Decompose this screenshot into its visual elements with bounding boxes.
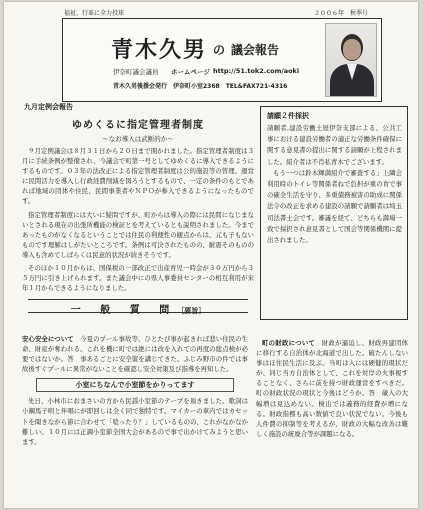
portrait-photo — [325, 23, 377, 97]
portrait-face — [343, 39, 361, 60]
masthead-name: 青木久男 — [111, 37, 208, 63]
article-headline: ゆめくるに指定管理者制度 — [72, 120, 204, 131]
column-box-text: 先日、小林市におまさいの方から民謡小室節のテープを頂きました。歌詞は小鋼馬子唄と伴唱にが即回しは全く同で独特です。マイカーの車内ではカセットを聞きながら節に合わせて「唸ったり？」しているものの、これがなかなか難しい。１０月には正調小室節全国大会があるので事で出かけてみようと思います。 — [22, 397, 248, 446]
masthead — [62, 18, 382, 102]
article-paragraph: 指定管理者制度には大いに疑問ですが、町からは導入の際には民間になじまないとされる現在の出張所機能の検証とを考えているとも説明されました。今まであったものがなくなるということでは住民の利便性の観点からは、元も子もないものです理解はしがたいところです。条例は可決されたものの、耐震そのものの導入も含めてしばらくは民意的状況が続きそうです。 — [22, 210, 254, 259]
column-box-title: 小室にちなんで小室節をかりってます — [36, 378, 234, 392]
finance-label: 町の財政について — [262, 339, 316, 347]
article-paragraph: そのほか１０月からは、国保税の一部改正で出産育児一時金が３０万円から３５万円に引き上げられます。また議会中にの県人事委員センターの相互利用が来年１月からできるようになりました。 — [22, 264, 254, 293]
sidebar-text-first: 請願者,建設労働土屋伊奈支部による、公共工事における建設労働者の適正な労働条件確保に関する意見書の提出に関する請願が上程されました。紹介者は不肖私青木でございます。 — [267, 124, 402, 166]
bar-title: 一 般 質 問 — [70, 305, 178, 317]
safety-text: 今夏のプール事故等、ひとたび事が起きれば悲い住民の生命、財産が奪われる。これを機に町では絶には改を入れての再度の総点検が必要ではないか。答 事あるごとに安全策を講じてきた。ふじみ野市の件では事故後すぐプールに異常がないことを確認し安全対策及び指導を再知した。 — [22, 335, 249, 374]
sidebar-heading: 請願２件採択 — [267, 112, 309, 120]
newsletter-page — [4, 2, 418, 508]
top-line — [4, 4, 418, 18]
article-paragraph: ９月定例議会は８月３１日から２０日まで開かれました。指定管理者制度は３月に手続条例が整備され、今議会で町第一号としてゆめくるに導入できるようにするものです。０３年の法改正による指定管理者制度は公的施設等の管理、運営に民間活力を導入し行政経費削減を図ろうとするもので、一定の条件のもとであれば地域の団体や住民、民間事業者やＮＰＯが参入できるようになったものです。 — [22, 147, 254, 206]
homepage-url[interactable]: http://51.tok2.com/aoki — [213, 67, 300, 75]
finance-text: 財政が逼迫し、財政再建団体に移行する自治体が北海道で出した。破たんしない事はほ住民生活に及ぶ。当町は入には硬健的現状だが、同じ当方自治体として、これを対岸の火事視することなく、さらに前を持つ財政運営をすべきだ。町の財政状況の現状と今後はどうか。答 歳入の大幅増は見込めない。検出では義務的経費が増になる。財政指標も高い数値で良い状況でない。今後も人件費の抑制等を考えるが、財政の大幅な改善は難しく施設の統廃合等が課題になる。 — [256, 339, 409, 438]
slogan: 福祉、行革に全力投球 — [64, 10, 125, 17]
main-article — [22, 102, 280, 317]
masthead-report: 議会報告 — [231, 43, 280, 57]
masthead-particle: の — [213, 43, 226, 57]
question-finance — [256, 336, 408, 439]
article-subheadline: ～なお導入は武断的か～ — [102, 135, 174, 143]
publisher-address: 青木久男後援会発行 伊奈町小室2368 TEL&FAX721-4316 — [113, 83, 288, 90]
question-safety — [22, 332, 248, 447]
safety-label: 安心安全について — [22, 335, 74, 343]
masthead-subtitle: 伊奈町議会議員 — [113, 68, 159, 76]
general-question-bar — [28, 299, 248, 317]
sidebar-box — [260, 106, 408, 320]
homepage-label: ホームページ — [171, 68, 210, 76]
sidebar-petitions — [260, 106, 408, 320]
bar-subtitle: ［要旨］ — [177, 307, 206, 316]
sidebar-text-second: もう一つは鈴木輝満紹介で審査する」上隣会利用時のトイレ等関係者ねで負担が重の育で事の確全生活を守り、多重債務被害の助成に関係法令の改正を求める建設の請願で請願者は埼玉司法書士会です。審議を経て、どちらも満場一致で採択され意見書として国会等関係機関に提出されました。 — [267, 168, 402, 245]
section-label: 九月定例会報告 — [24, 103, 73, 111]
issue-label: ２００６年 秋季号 — [313, 10, 368, 17]
